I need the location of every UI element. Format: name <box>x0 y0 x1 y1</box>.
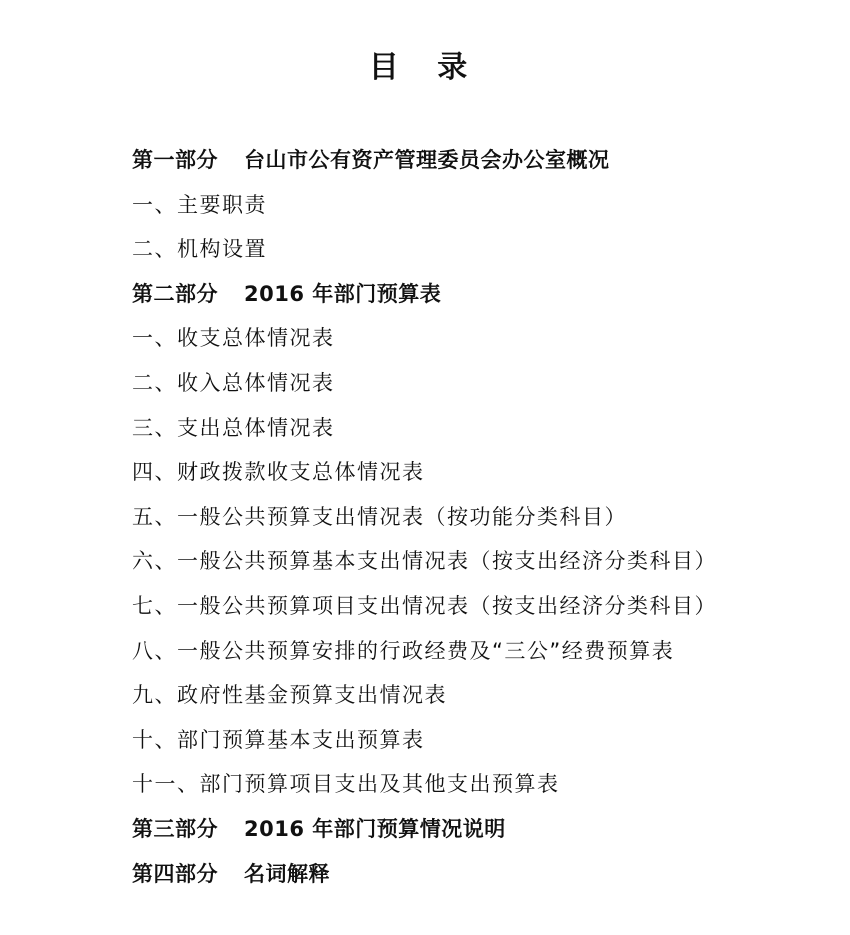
toc-item: 七、一般公共预算项目支出情况表（按支出经济分类科目） <box>132 593 717 618</box>
toc-item: 十、部门预算基本支出预算表 <box>132 727 425 752</box>
toc-item: 十一、部门预算项目支出及其他支出预算表 <box>132 772 560 797</box>
toc-part-1 <box>132 138 717 183</box>
toc-item: 一、主要职责 <box>132 192 267 217</box>
toc-item: 九、政府性基金预算支出情况表 <box>132 683 447 708</box>
toc-item: 五、一般公共预算支出情况表（按功能分类科目） <box>132 504 627 529</box>
toc-part-3 <box>132 807 717 852</box>
toc-part-2 <box>132 272 717 317</box>
page-title: 目 录 <box>368 50 482 85</box>
table-of-contents <box>132 138 717 896</box>
toc-item: 四、财政拨款收支总体情况表 <box>132 460 425 485</box>
toc-item: 二、机构设置 <box>132 237 267 262</box>
toc-item: 二、收入总体情况表 <box>132 370 335 395</box>
part-title: 名词解释 <box>244 861 330 886</box>
part-number: 第二部分 <box>132 281 218 306</box>
toc-part-4 <box>132 852 717 897</box>
part-number: 第四部分 <box>132 861 218 886</box>
toc-item: 三、支出总体情况表 <box>132 415 335 440</box>
toc-item: 六、一般公共预算基本支出情况表（按支出经济分类科目） <box>132 549 717 574</box>
part-number: 第三部分 <box>132 816 218 841</box>
part-title: 2016 年部门预算表 <box>244 281 442 306</box>
part-title: 2016 年部门预算情况说明 <box>244 816 506 841</box>
toc-item: 八、一般公共预算安排的行政经费及“三公”经费预算表 <box>132 638 675 663</box>
part-title: 台山市公有资产管理委员会办公室概况 <box>244 148 610 172</box>
toc-item: 一、收支总体情况表 <box>132 326 335 351</box>
part-number: 第一部分 <box>132 148 218 172</box>
